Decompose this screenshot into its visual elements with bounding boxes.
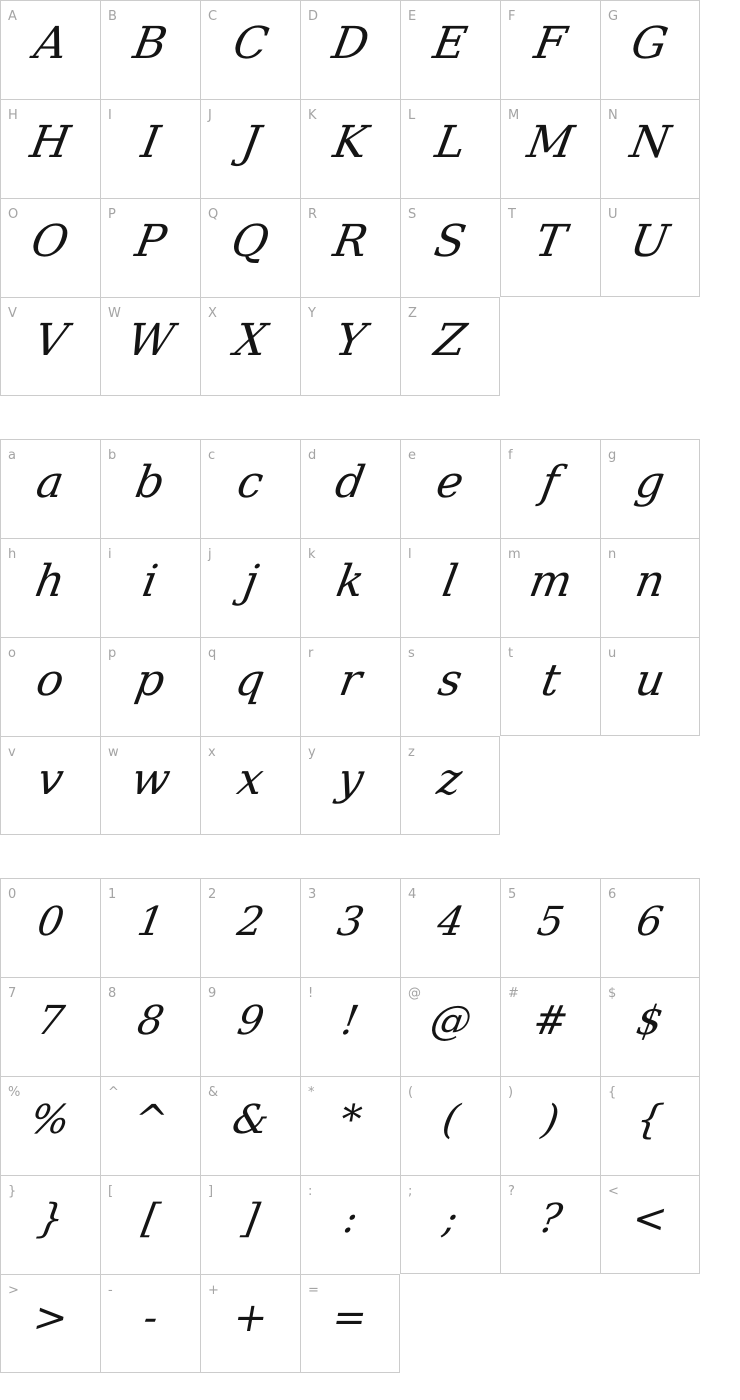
- glyph: ^: [129, 1097, 172, 1143]
- glyph-cell: [500, 637, 600, 736]
- glyph: %: [27, 1097, 74, 1143]
- glyph-cell: [400, 736, 500, 835]
- glyph-cell: [0, 736, 100, 835]
- glyph: }: [33, 1196, 68, 1242]
- glyph: 3: [333, 899, 368, 945]
- cell-label: +: [208, 1283, 219, 1298]
- glyph-cell: [300, 0, 400, 99]
- cell-label: [: [108, 1184, 114, 1199]
- glyph-cell: [600, 977, 700, 1076]
- cell-label: n: [608, 547, 617, 562]
- cell-label: k: [308, 547, 316, 562]
- glyph-cell: [200, 1274, 300, 1373]
- glyph-cell: [300, 538, 400, 637]
- glyph-cell: [100, 198, 200, 297]
- glyph: x: [233, 753, 268, 805]
- glyph-cell: [200, 1076, 300, 1175]
- glyph-cell: [0, 538, 100, 637]
- glyph-cell: [600, 0, 700, 99]
- glyph: F: [530, 18, 571, 69]
- glyph-section-lowercase: [0, 439, 740, 835]
- cell-label: 8: [108, 986, 117, 1001]
- glyph: E: [430, 18, 472, 69]
- glyph-cell: [100, 0, 200, 99]
- glyph-cell: [300, 198, 400, 297]
- glyph: X: [230, 314, 271, 366]
- cell-label: Y: [308, 306, 316, 321]
- glyph-cell: [100, 637, 200, 736]
- glyph-cell: [500, 538, 600, 637]
- glyph-cell: [0, 1076, 100, 1175]
- cell-label: R: [308, 207, 318, 222]
- glyph-cell: [0, 0, 100, 99]
- glyph: U: [627, 215, 674, 267]
- cell-label: w: [108, 745, 119, 760]
- glyph: s: [434, 655, 467, 706]
- cell-label: q: [208, 646, 217, 661]
- cell-label: C: [208, 9, 218, 24]
- glyph: ]: [238, 1196, 263, 1242]
- cell-label: X: [208, 306, 217, 321]
- cell-label: -: [108, 1283, 113, 1298]
- glyph-cell: [0, 99, 100, 198]
- glyph-cell: [0, 198, 100, 297]
- glyph: Q: [228, 216, 274, 267]
- glyph-cell: [200, 878, 300, 977]
- glyph-cell: [200, 297, 300, 396]
- glyph-cell: [100, 977, 200, 1076]
- cell-label: #: [508, 986, 519, 1001]
- glyph: y: [333, 753, 368, 805]
- glyph: $: [633, 998, 667, 1044]
- glyph: N: [626, 117, 674, 168]
- glyph: n: [631, 556, 669, 607]
- glyph: <: [629, 1195, 671, 1242]
- glyph: k: [332, 556, 369, 607]
- glyph: ): [538, 1097, 563, 1143]
- glyph: I: [137, 117, 164, 168]
- glyph: 6: [633, 899, 667, 945]
- cell-label: P: [108, 207, 116, 222]
- glyph-cell: [400, 637, 500, 736]
- cell-label: c: [208, 448, 216, 463]
- glyph: L: [431, 117, 470, 168]
- cell-label: Z: [408, 306, 417, 321]
- cell-label: j: [208, 547, 212, 562]
- glyph-cell: [300, 977, 400, 1076]
- cell-label: G: [608, 9, 619, 24]
- glyph: v: [33, 753, 68, 805]
- cell-label: Q: [208, 207, 219, 222]
- glyph: j: [239, 556, 262, 607]
- glyph: J: [237, 117, 264, 168]
- cell-label: ): [508, 1085, 514, 1100]
- glyph: 1: [133, 899, 168, 945]
- glyph: a: [32, 457, 69, 508]
- cell-label: 2: [208, 887, 217, 902]
- glyph-cell: [400, 439, 500, 538]
- cell-label: V: [8, 306, 17, 321]
- glyph-section-digits-symbols: [0, 878, 740, 1373]
- glyph-cell: [500, 0, 600, 99]
- cell-label: W: [108, 306, 121, 321]
- glyph-cell: [200, 736, 300, 835]
- glyph-cell: [500, 977, 600, 1076]
- cell-label: r: [308, 646, 314, 661]
- glyph: r: [335, 655, 366, 706]
- cell-label: U: [608, 207, 618, 222]
- glyph: &: [228, 1097, 273, 1143]
- glyph-cell: [300, 99, 400, 198]
- glyph: O: [28, 216, 74, 267]
- glyph: {: [633, 1097, 667, 1143]
- cell-label: >: [8, 1283, 19, 1298]
- glyph-cell: [400, 977, 500, 1076]
- cell-label: S: [408, 207, 417, 222]
- cell-label: =: [308, 1283, 319, 1298]
- cell-label: 3: [308, 887, 317, 902]
- glyph-cell: [100, 99, 200, 198]
- cell-label: 7: [8, 986, 17, 1001]
- glyph-cell: [600, 878, 700, 977]
- glyph-cell: [300, 637, 400, 736]
- cell-label: @: [408, 986, 421, 1001]
- cell-label: A: [8, 9, 17, 24]
- glyph: [: [138, 1196, 163, 1242]
- cell-label: K: [308, 108, 317, 123]
- cell-label: v: [8, 745, 16, 760]
- glyph-cell: [600, 1175, 700, 1274]
- cell-label: y: [308, 745, 316, 760]
- cell-label: f: [508, 448, 513, 463]
- glyph-cell: [100, 1274, 200, 1373]
- cell-label: &: [208, 1085, 219, 1100]
- cell-label: i: [108, 547, 112, 562]
- glyph: l: [439, 556, 463, 607]
- glyph-cell: [300, 297, 400, 396]
- cell-label: I: [108, 108, 112, 123]
- cell-label: t: [508, 646, 514, 661]
- glyph: z: [433, 753, 467, 805]
- glyph: G: [628, 18, 673, 69]
- glyph-cell: [100, 1175, 200, 1274]
- cell-label: ;: [408, 1184, 413, 1199]
- glyph: D: [328, 18, 373, 69]
- glyph-cell: [200, 1175, 300, 1274]
- cell-label: 6: [608, 887, 617, 902]
- cell-label: L: [408, 108, 416, 123]
- glyph-cell: [200, 977, 300, 1076]
- glyph: 4: [433, 899, 468, 945]
- glyph: u: [631, 654, 669, 706]
- glyph-cell: [0, 878, 100, 977]
- cell-label: B: [108, 9, 117, 24]
- glyph: f: [537, 457, 564, 508]
- glyph: Z: [430, 314, 470, 366]
- glyph-cell: [500, 99, 600, 198]
- cell-label: F: [508, 9, 516, 24]
- cell-label: N: [608, 108, 618, 123]
- glyph: P: [131, 216, 170, 267]
- cell-label: }: [8, 1184, 17, 1199]
- glyph: o: [32, 655, 69, 706]
- cell-label: {: [608, 1085, 617, 1100]
- cell-label: 4: [408, 887, 417, 902]
- cell-label: %: [8, 1085, 21, 1100]
- glyph: ;: [439, 1195, 462, 1242]
- glyph: M: [523, 117, 578, 168]
- glyph: c: [233, 457, 268, 508]
- glyph-cell: [200, 439, 300, 538]
- glyph: H: [26, 117, 75, 168]
- glyph-cell: [300, 439, 400, 538]
- cell-label: $: [608, 986, 617, 1001]
- glyph-cell: [400, 198, 500, 297]
- glyph-cell: [400, 99, 500, 198]
- cell-label: x: [208, 745, 216, 760]
- cell-label: (: [408, 1085, 414, 1100]
- glyph: h: [31, 556, 70, 607]
- glyph-cell: [100, 1076, 200, 1175]
- glyph-cell: [0, 1175, 100, 1274]
- glyph-cell: [300, 878, 400, 977]
- glyph: #: [529, 998, 572, 1044]
- cell-label: O: [8, 207, 19, 222]
- glyph: d: [331, 457, 370, 508]
- cell-label: a: [8, 448, 16, 463]
- cell-label: u: [608, 646, 617, 661]
- cell-label: o: [8, 646, 16, 661]
- glyph: W: [123, 314, 178, 366]
- glyph: t: [537, 654, 564, 706]
- glyph: ?: [535, 1195, 566, 1242]
- glyph: B: [129, 18, 172, 69]
- cell-label: d: [308, 448, 317, 463]
- glyph-cell: [400, 297, 500, 396]
- glyph-cell: [100, 878, 200, 977]
- glyph: 8: [133, 998, 168, 1044]
- glyph: =: [329, 1294, 371, 1341]
- glyph-cell: [200, 538, 300, 637]
- cell-label: m: [508, 547, 521, 562]
- cell-label: b: [108, 448, 117, 463]
- glyph: :: [339, 1196, 362, 1242]
- glyph-cell: [300, 1274, 400, 1373]
- glyph: *: [336, 1097, 365, 1143]
- glyph-cell: [600, 637, 700, 736]
- glyph: 7: [33, 998, 68, 1044]
- cell-label: T: [508, 207, 516, 222]
- glyph-cell: [500, 1175, 600, 1274]
- glyph: g: [631, 457, 669, 508]
- cell-label: 0: [8, 887, 17, 902]
- glyph: +: [229, 1294, 272, 1341]
- cell-label: ]: [208, 1184, 214, 1199]
- glyph: T: [531, 215, 570, 267]
- glyph-cell: [100, 538, 200, 637]
- cell-label: 5: [508, 887, 517, 902]
- glyph-cell: [400, 1175, 500, 1274]
- glyph-cell: [0, 297, 100, 396]
- glyph-cell: [300, 736, 400, 835]
- cell-label: z: [408, 745, 415, 760]
- cell-label: h: [8, 547, 17, 562]
- glyph-cell: [600, 439, 700, 538]
- glyph-cell: [600, 1076, 700, 1175]
- glyph: i: [139, 556, 163, 607]
- glyph: R: [329, 216, 372, 267]
- glyph: w: [127, 753, 174, 805]
- glyph: 5: [533, 899, 568, 945]
- glyph-cell: [0, 637, 100, 736]
- cell-label: g: [608, 448, 617, 463]
- glyph-cell: [200, 637, 300, 736]
- glyph: @: [426, 998, 475, 1044]
- glyph-cell: [500, 878, 600, 977]
- glyph-cell: [0, 439, 100, 538]
- glyph: V: [30, 314, 71, 366]
- glyph: S: [431, 216, 471, 267]
- cell-label: D: [308, 9, 319, 24]
- cell-label: J: [208, 108, 212, 123]
- cell-label: e: [408, 448, 416, 463]
- glyph: Y: [331, 314, 370, 366]
- glyph: b: [131, 457, 170, 508]
- glyph: (: [438, 1097, 463, 1143]
- glyph-cell: [400, 1076, 500, 1175]
- glyph: e: [433, 457, 469, 508]
- cell-label: !: [308, 986, 314, 1001]
- glyph: m: [525, 556, 576, 607]
- glyph-cell: [100, 297, 200, 396]
- cell-label: H: [8, 108, 18, 123]
- cell-label: M: [508, 108, 520, 123]
- glyph: -: [139, 1294, 162, 1341]
- glyph-cell: [100, 439, 200, 538]
- glyph: p: [131, 655, 170, 706]
- cell-label: ^: [108, 1085, 119, 1100]
- glyph-section-uppercase: [0, 0, 740, 396]
- glyph-cell: [400, 0, 500, 99]
- glyph: A: [30, 18, 71, 69]
- glyph-cell: [400, 538, 500, 637]
- glyph-cell: [0, 1274, 100, 1373]
- cell-label: l: [408, 547, 412, 562]
- glyph-cell: [300, 1076, 400, 1175]
- glyph: K: [329, 117, 372, 168]
- cell-label: 1: [108, 887, 117, 902]
- glyph: !: [338, 998, 363, 1044]
- glyph: q: [231, 655, 270, 706]
- glyph-cell: [600, 198, 700, 297]
- glyph: 0: [33, 899, 68, 945]
- glyph-cell: [200, 198, 300, 297]
- glyph-cell: [200, 99, 300, 198]
- glyph-cell: [500, 1076, 600, 1175]
- glyph-cell: [500, 439, 600, 538]
- glyph-cell: [0, 977, 100, 1076]
- glyph: C: [229, 18, 272, 69]
- glyph-cell: [600, 99, 700, 198]
- glyph: 9: [233, 998, 268, 1044]
- glyph-cell: [500, 198, 600, 297]
- cell-label: ?: [508, 1184, 515, 1199]
- cell-label: :: [308, 1184, 313, 1199]
- cell-label: <: [608, 1184, 619, 1199]
- glyph: >: [29, 1294, 72, 1341]
- cell-label: *: [308, 1085, 315, 1100]
- glyph-cell: [100, 736, 200, 835]
- cell-label: p: [108, 646, 117, 661]
- cell-label: E: [408, 9, 417, 24]
- glyph-cell: [400, 878, 500, 977]
- glyph: 2: [233, 899, 268, 945]
- glyph-cell: [200, 0, 300, 99]
- glyph-cell: [300, 1175, 400, 1274]
- cell-label: 9: [208, 986, 217, 1001]
- glyph-cell: [600, 538, 700, 637]
- cell-label: s: [408, 646, 415, 661]
